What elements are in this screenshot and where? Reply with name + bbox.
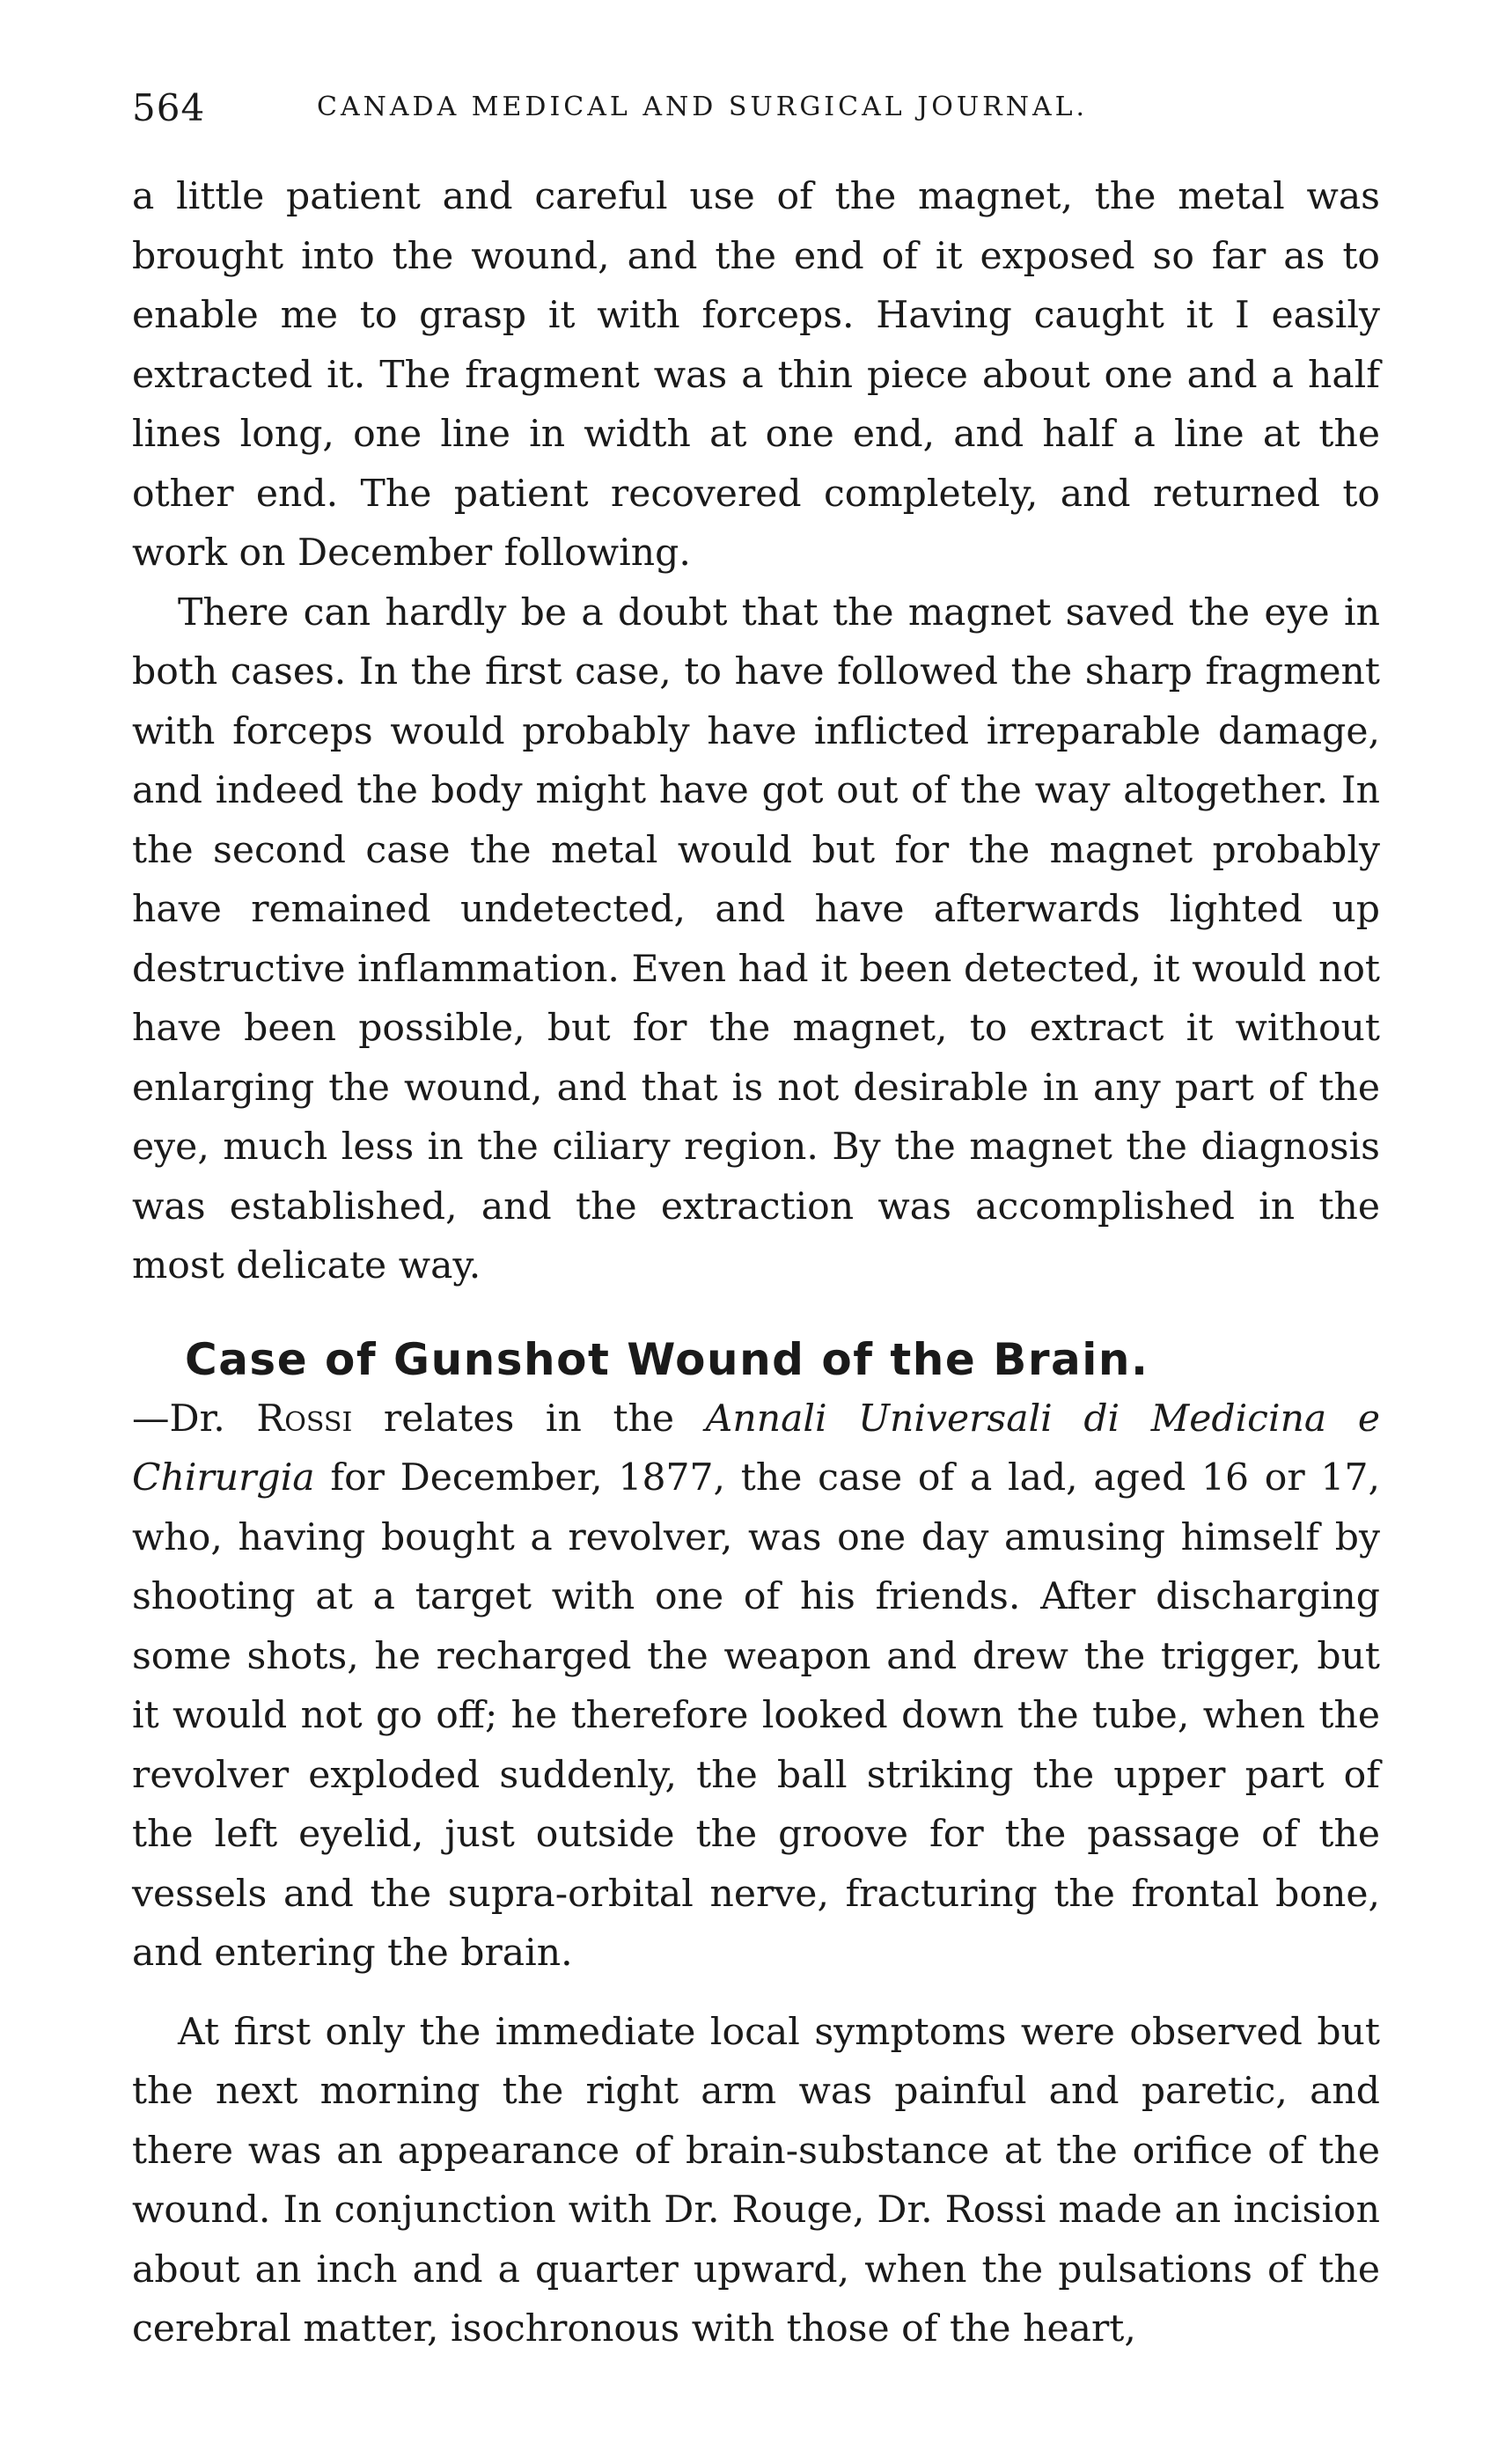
paragraph-3-rest: for December, 1877, the case of a lad, aged 16 or 17, who, having bought a revolver, was one day amusing himself by shooting at a target with one of his friends. After discharging some shots, he recharged the weapon and drew the trigger, but it would not go off; he therefore looked down the tube, when the revolver exploded suddenly, the ball striking the upper part of the left eyelid, just outside the groove for the passage of the vessels and the supra-orbital nerve, fracturing the frontal bone, and entering the brain. [132,1456,1380,1975]
running-head [132,86,1382,139]
text-column [132,167,1380,2359]
section-heading: Case of Gunshot Wound of the Brain. [185,1333,1149,1385]
cited-journal: Annali Universali di Medicina e Chirurgia [132,1397,1380,1500]
paragraph-1: a little patient and careful use of the magnet, the metal was brought into the wound, and the end of it exposed so far as to enable me to grasp it with forceps. Having caught it I easily extracted it. The fragment was a thin piece about one and a half lines long, one line in width at one end, and half a line at the other end. The patient recovered completely, and returned to work on December following. [132,175,1380,575]
paragraph-3 [132,1390,1380,1984]
paragraph-3-mid: relates in the [352,1397,706,1441]
paragraph-4: At first only the immediate local symptoms were observed but the next morning the right arm was painful and paretic, and there was an appearance of brain-substance at the orifice of the wound. In conjunction with Dr. Rouge, Dr. Rossi made an incision about an inch and a quarter upward, when the pulsations of the cerebral matter, isochronous with those of the heart, [132,2010,1380,2350]
paragraph-2: There can hardly be a doubt that the magnet saved the eye in both cases. In the first case, to have followed the sharp fragment with forceps would probably have inflicted irreparable damage, and indeed the body might have got out of the way altogether. In the second case the metal would but for the magnet probably have remained undetected, and have afterwards lighted up destructive inflammation. Even had it been detected, it would not have been possible, but for the magnet, to extract it without enlarging the wound, and that is not desirable in any part of the eye, much less in the ciliary region. By the magnet the diagnosis was established, and the extraction was accomplished in the most delicate way. [132,590,1380,1287]
page-number: 564 [132,86,206,129]
case-section [132,1330,1380,1984]
journal-title: CANADA MEDICAL AND SURGICAL JOURNAL. [317,92,1089,122]
paragraph-3-lead: —Dr. [132,1397,257,1441]
paragraph-gap [132,1984,1380,2003]
author-name: Rossi [256,1397,353,1441]
